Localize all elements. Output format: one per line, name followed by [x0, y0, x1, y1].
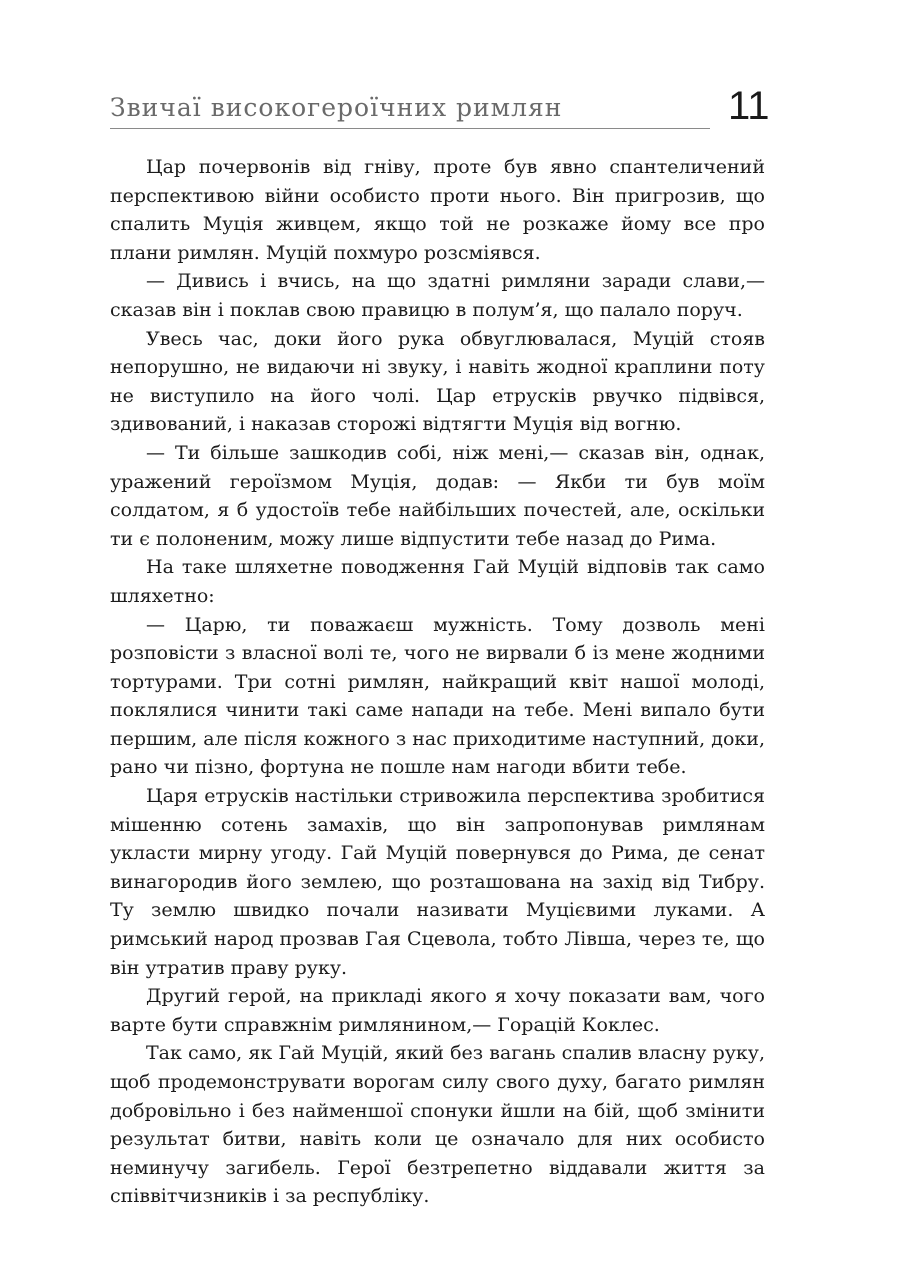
body-text — [110, 153, 765, 1211]
paragraph: — Дивись і вчись, на що здатні римляни заради слави,— сказав він і поклав свою правицю в полум’я, що палало поруч. — [110, 270, 765, 321]
running-title: Звичаї високогероїчних римлян — [110, 93, 563, 122]
paragraph: Цар почервонів від гніву, проте був явно спантеличений перспективою війни особисто проти нього. Він пригрозив, що спалить Муція живцем, якщо той не розкаже йому все про плани римлян. Муцій похмуро розсміявся. — [110, 156, 765, 264]
running-header — [110, 92, 710, 129]
paragraph: Увесь час, доки його рука обвуглювалася, Муцій стояв непорушно, не видаючи ні звуку, і навіть жодної краплини поту не виступило на його чолі. Цар етрусків рвучко підвівся, здивований, і наказав сторожі відтягти Муція від вогню. — [110, 327, 765, 436]
paragraph: Другий герой, на прикладі якого я хочу показати вам, чого варте бути справжнім римлянином,— Горацій Коклес. — [110, 985, 765, 1036]
paragraph: Так само, як Гай Муцій, який без вагань спалив власну руку, щоб продемонструвати ворогам силу свого духу, багато римлян добровільно і без найменшої спонуки йшли на бій, щоб змінити результат битви, навіть коли це означало для них особисто неминучу загибель. Герої безтрепетно віддавали життя за співвітчизників і за республіку. — [110, 1042, 765, 1208]
paragraph: Царя етрусків настільки стривожила перспектива зробитися мішенню сотень замахів, що він запропонував римлянам укласти мирну угоду. Гай Муцій повернувся до Рима, де сенат винагородив його землею, що розташована на захід від Тибру. Ту землю швидко почали називати Муцієвими луками. А римський народ прозвав Гая Сцевола, тобто Лівша, через те, що він утратив праву руку. — [110, 785, 765, 979]
paragraph: На таке шляхетне поводження Гай Муцій відповів так само шляхетно: — [110, 556, 765, 607]
paragraph: — Царю, ти поважаєш мужність. Тому дозволь мені розповісти з власної волі те, чого не вирвали б із мене жодними тортурами. Три сотні римлян, найкращий квіт нашої молоді, поклялися чинити такі саме напади на тебе. Мені випало бути першим, але після кожного з нас приходитиме наступний, доки, рано чи пізно, фортуна не пошле нам нагоди вбити тебе. — [110, 613, 765, 779]
page-number: 11 — [728, 84, 770, 128]
paragraph: — Ти більше зашкодив собі, ніж мені,— сказав він, однак, уражений героїзмом Муція, додав: — Якби ти був моїм солдатом, я б удостоїв тебе найбільших почестей, але, оскільки ти є полоненим, можу лише відпустити тебе назад до Рима. — [110, 441, 765, 550]
